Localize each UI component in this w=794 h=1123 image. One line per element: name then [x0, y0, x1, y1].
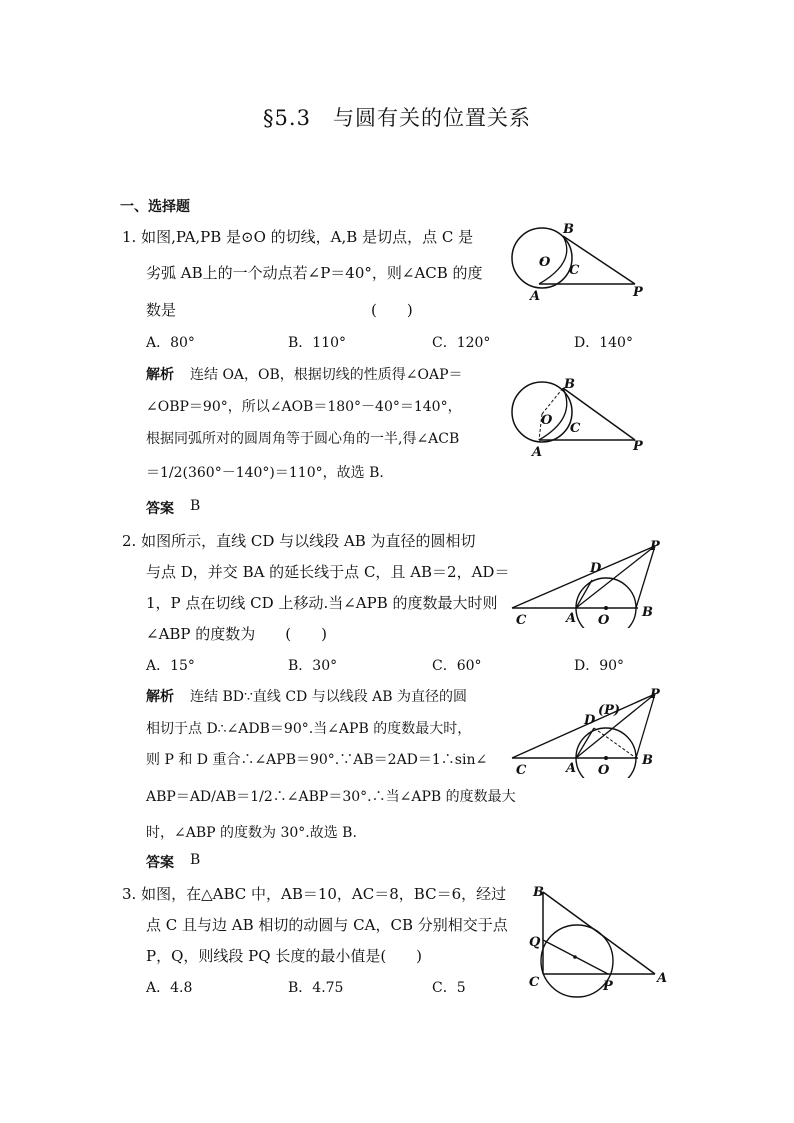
- q1-option-a: A．80°: [146, 335, 195, 351]
- q3-option-a: A．4.8: [146, 980, 193, 996]
- q2-fig-label-a: A: [566, 611, 577, 626]
- q1-sol-fig-label-o: O: [541, 413, 553, 428]
- q3-line-2: 点 C 且与边 AB 相切的动圆与 CA，CB 分别相交于点: [146, 916, 508, 934]
- q2-line-4: ∠ABP 的度数为 ( ): [146, 625, 327, 643]
- q3-line-1: 3. 如图，在△ABC 中，AB＝10，AC＝8，BC＝6，经过: [122, 885, 507, 903]
- q1-sol-fig-label-a: A: [532, 445, 543, 460]
- q1-solution-line-2: ∠OBP＝90°，所以∠AOB＝180°－40°＝140°，: [146, 399, 462, 415]
- q2-solution-line-5: 时，∠ABP 的度数为 30°.故选 B.: [146, 825, 357, 841]
- q3-line-3: P，Q，则线段 PQ 长度的最小值是( ): [146, 947, 423, 965]
- q2-option-b: B．30°: [288, 658, 338, 674]
- q2-fig-label-d: D: [590, 561, 602, 576]
- q3-option-b: B．4.75: [288, 980, 344, 996]
- q2-sol-fig-label-b: B: [642, 753, 653, 768]
- q2-line-1: 2. 如图所示，直线 CD 与以线段 AB 为直径的圆相切: [122, 532, 476, 550]
- q2-sol-fig-label-d: D: [584, 713, 596, 728]
- q2-option-d: D．90°: [574, 658, 625, 674]
- q2-sol-fig-label-o: O: [598, 763, 610, 778]
- q2-sol-fig-label-p-paren: (P): [598, 703, 621, 718]
- q2-sol-fig-label-c: C: [516, 763, 527, 778]
- q3-fig-label-c: C: [529, 975, 540, 990]
- q2-fig-label-o: O: [598, 613, 610, 628]
- q1-solution-line-1: 连结 OA，OB，根据切线的性质得∠OAP＝: [190, 367, 463, 383]
- q1-line-3: 数是 ( ): [146, 301, 413, 319]
- q1-sol-fig-label-p: P: [633, 439, 643, 454]
- q3-option-c: C．5: [432, 980, 466, 996]
- q3-figure: [525, 882, 675, 998]
- q1-fig-label-b: B: [563, 222, 574, 237]
- q1-fig-label-a: A: [530, 289, 541, 304]
- q1-solution-line-3: 根据同弧所对的圆周角等于圆心角的一半,得∠ACB: [146, 431, 460, 447]
- q1-line-2: 劣弧 AB上的一个动点若∠P＝40°，则∠ACB 的度: [146, 264, 483, 282]
- q1-fig-label-c: C: [569, 263, 580, 278]
- q1-fig-label-p: P: [633, 285, 643, 300]
- q1-sol-fig-label-b: B: [564, 377, 575, 392]
- q1-fig-label-o: O: [539, 255, 551, 270]
- q3-fig-label-p: P: [603, 979, 613, 994]
- q1-answer-value: B: [190, 498, 201, 514]
- q2-solution-line-2: 相切于点 D∴∠ADB＝90°.当∠APB 的度数最大时，: [146, 721, 472, 737]
- q1-option-c: C．120°: [432, 335, 491, 351]
- q2-solution-line-3: 则 P 和 D 重合∴∠APB＝90°.∵AB＝2AD＝1∴sin∠: [146, 752, 488, 768]
- q2-sol-fig-label-a: A: [566, 761, 577, 776]
- q2-figure: [510, 538, 670, 628]
- q1-option-d: D．140°: [574, 335, 633, 351]
- q2-solution-line-1: 连结 BD∵直线 CD 与以线段 AB 为直径的圆: [190, 689, 468, 705]
- q1-option-b: B．110°: [288, 335, 347, 351]
- q2-answer-value: B: [190, 852, 201, 868]
- q1-solution-line-4: ＝1/2(360°－140°)＝110°，故选 B.: [146, 465, 384, 481]
- q2-option-a: A．15°: [146, 658, 195, 674]
- q2-fig-label-c: C: [516, 613, 527, 628]
- q3-fig-label-q: Q: [529, 935, 541, 950]
- q3-fig-label-b: B: [533, 885, 544, 900]
- q2-solution-line-4: ABP＝AD/AB＝1/2∴∠ABP＝30°.∴当∠APB 的度数最大: [146, 789, 516, 805]
- q2-option-c: C．60°: [432, 658, 482, 674]
- q1-solution-figure: [505, 374, 650, 460]
- q2-sol-fig-label-p: P: [650, 687, 660, 702]
- q2-solution-label: 解析: [146, 689, 174, 705]
- q1-answer-label: 答案: [146, 501, 174, 517]
- q3-fig-label-a: A: [657, 971, 668, 986]
- q2-line-3: 1，P 点在切线 CD 上移动.当∠APB 的度数最大时则: [146, 594, 498, 612]
- q2-fig-label-p: P: [650, 539, 660, 554]
- q2-line-2: 与点 D，并交 BA 的延长线于点 C，且 AB＝2，AD＝: [146, 563, 510, 581]
- section-heading: 一、选择题: [120, 199, 190, 215]
- q2-solution-figure: [510, 684, 670, 778]
- q2-fig-label-b: B: [642, 605, 653, 620]
- q1-solution-label: 解析: [146, 367, 174, 383]
- q1-line-1: 1. 如图,PA,PB 是⊙O 的切线，A,B 是切点，点 C 是: [122, 228, 474, 246]
- q2-answer-label: 答案: [146, 855, 174, 871]
- q1-figure: [505, 218, 650, 304]
- q1-sol-fig-label-c: C: [570, 421, 581, 436]
- page-title: §5.3 与圆有关的位置关系: [263, 106, 531, 130]
